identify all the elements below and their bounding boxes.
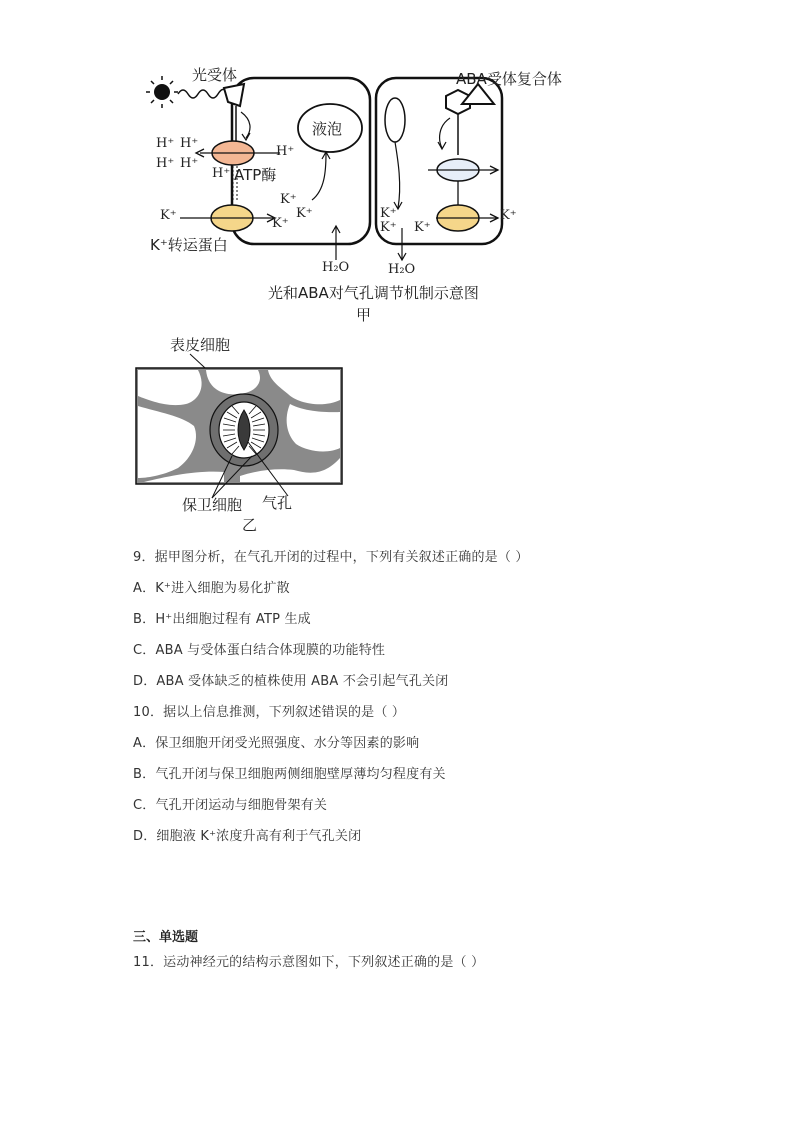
ion-k-3: K⁺ xyxy=(380,206,397,221)
figure-a-caption: 光和ABA对气孔调节机制示意图 xyxy=(268,284,479,302)
question-10-option-d: D．细胞液 K⁺浓度升高有利于气孔关闭 xyxy=(133,829,362,844)
water-out: H₂O xyxy=(388,262,416,277)
ion-h-1: H⁺ xyxy=(156,136,175,151)
label-k-transporter: K⁺转运蛋白 xyxy=(150,236,228,254)
question-10-stem: 10．据以上信息推测，下列叙述错误的是（ ） xyxy=(133,705,406,720)
ion-k-1: K⁺ xyxy=(280,192,297,207)
ion-k-2: K⁺ xyxy=(296,206,313,221)
figure-b xyxy=(128,330,358,535)
question-9-option-b: B．H⁺出细胞过程有 ATP 生成 xyxy=(133,612,311,627)
label-photoreceptor: 光受体 xyxy=(192,66,238,84)
figure-b-subcaption: 乙 xyxy=(242,516,258,534)
question-10-option-c: C．气孔开闭运动与细胞骨架有关 xyxy=(133,798,328,813)
ion-k-out: K⁺ xyxy=(160,208,177,223)
label-atpase: ATP酶 xyxy=(234,166,277,184)
question-9-option-d: D．ABA 受体缺乏的植株使用 ABA 不会引起气孔关闭 xyxy=(133,674,449,689)
ion-h-4: H⁺ xyxy=(180,156,199,171)
figure-a xyxy=(140,60,580,330)
right-vacuole xyxy=(385,98,405,142)
ion-h-3: H⁺ xyxy=(156,156,175,171)
question-9-option-a: A．K⁺进入细胞为易化扩散 xyxy=(133,581,290,596)
guard-cell-icon xyxy=(210,394,278,466)
label-vacuole: 液泡 xyxy=(312,120,343,138)
water-in: H₂O xyxy=(322,260,350,275)
label-stoma: 气孔 xyxy=(262,494,293,512)
sun-icon xyxy=(146,76,178,108)
question-9-stem: 9．据甲图分析，在气孔开闭的过程中，下列有关叙述正确的是（ ） xyxy=(133,550,529,565)
ion-h-in: H⁺ xyxy=(276,144,295,159)
label-epidermis: 表皮细胞 xyxy=(170,336,231,354)
ion-h-atp: H⁺ xyxy=(212,166,231,181)
question-10-option-b: B．气孔开闭与保卫细胞两侧细胞壁厚薄均匀程度有关 xyxy=(133,767,446,782)
question-9-option-c: C．ABA 与受体蛋白结合体现膜的功能特性 xyxy=(133,643,386,658)
question-11-stem: 11．运动神经元的结构示意图如下，下列叙述正确的是（ ） xyxy=(133,955,485,970)
figure-a-diagram xyxy=(140,60,580,290)
light-wave xyxy=(178,89,226,98)
figure-a-subcaption: 甲 xyxy=(356,306,372,324)
ion-k-in: K⁺ xyxy=(272,216,289,231)
question-10-option-a: A．保卫细胞开闭受光照强度、水分等因素的影响 xyxy=(133,736,420,751)
figure-b-diagram xyxy=(128,330,358,535)
ion-k-6: K⁺ xyxy=(500,208,517,223)
ion-k-5: K⁺ xyxy=(414,220,431,235)
label-guard-cell: 保卫细胞 xyxy=(182,496,243,514)
ion-h-2: H⁺ xyxy=(180,136,199,151)
section-3-heading: 三、单选题 xyxy=(133,930,199,945)
label-aba-complex: ABA受体复合体 xyxy=(456,70,562,88)
ion-k-4: K⁺ xyxy=(380,220,397,235)
